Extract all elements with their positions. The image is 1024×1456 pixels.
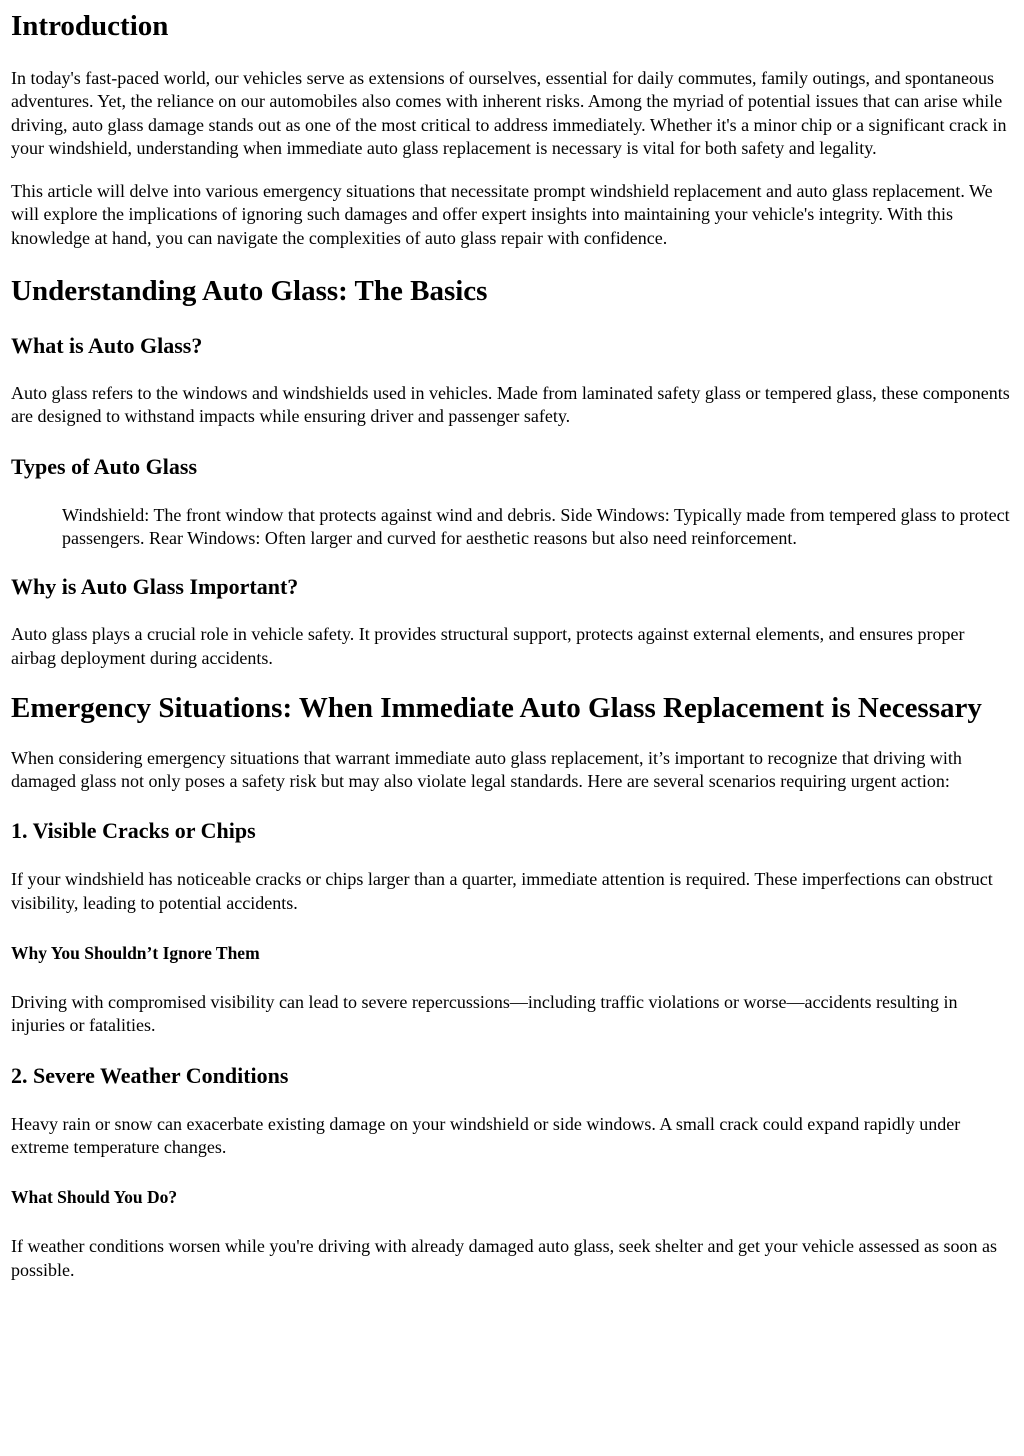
types-of-auto-glass-text: Windshield: The front window that protects against wind and debris. Side Windows: Typically made from tempered glass to protect passengers. Rear Windows: Often larger and curved for aesthetic reasons but also need reinforcement. — [62, 504, 1010, 548]
subheading-visible-cracks: 1. Visible Cracks or Chips — [11, 818, 256, 844]
article — [0, 10, 1024, 1282]
intro-paragraph-2: This article will delve into various emergency situations that necessitate prompt windshield replacement and auto glass replacement. We will explore the implications of ignoring such damages and offer expert insights into maintaining your vehicle's integrity. With this knowledge at hand, you can navigate the complexities of auto glass repair with confidence. — [11, 181, 993, 248]
what-should-you-do-text: If weather conditions worsen while you're driving with already damaged auto glass, seek shelter and get your vehicle assessed as soon as possible. — [11, 1236, 997, 1280]
what-is-auto-glass-text: Auto glass refers to the windows and windshields used in vehicles. Made from laminated safety glass or tempered glass, these components are designed to withstand impacts while ensuring driver and passenger safety. — [11, 383, 1010, 427]
visible-cracks-text: If your windshield has noticeable cracks or chips larger than a quarter, immediate attention is required. These imperfections can obstruct visibility, leading to potential accidents. — [11, 869, 993, 913]
intro-paragraph-1: In today's fast-paced world, our vehicles serve as extensions of ourselves, essential for daily commutes, family outings, and spontaneous adventures. Yet, the reliance on our automobiles also comes with inherent risks. Among the myriad of potential issues that can arise while driving, auto glass damage stands out as one of the most critical to address immediately. Whether it's a minor chip or a significant crack in your windshield, understanding when immediate auto glass replacement is necessary is vital for both safety and legality. — [11, 68, 1007, 158]
subheading-types-of-auto-glass: Types of Auto Glass — [11, 453, 198, 479]
section-heading-emergency: Emergency Situations: When Immediate Auto Glass Replacement is Necessary — [11, 691, 982, 724]
subheading-what-is-auto-glass: What is Auto Glass? — [11, 333, 203, 359]
severe-weather-text: Heavy rain or snow can exacerbate existing damage on your windshield or side windows. A small crack could expand rapidly under extreme temperature changes. — [11, 1113, 961, 1157]
section-heading-introduction: Introduction — [11, 10, 169, 42]
why-important-text: Auto glass plays a crucial role in vehicle safety. It provides structural support, protects against external elements, and ensures proper airbag deployment during accidents. — [11, 624, 965, 668]
subheading-what-should-you-do: What Should You Do? — [11, 1187, 178, 1208]
emergency-intro-text: When considering emergency situations that warrant immediate auto glass replacement, it’s important to recognize that driving with damaged glass not only poses a safety risk but may also violate legal standards. Here are several scenarios requiring urgent action: — [11, 747, 962, 792]
subheading-why-not-ignore: Why You Shouldn’t Ignore Them — [11, 943, 260, 964]
subheading-why-important: Why is Auto Glass Important? — [11, 574, 299, 600]
section-heading-basics: Understanding Auto Glass: The Basics — [11, 275, 488, 308]
subheading-severe-weather: 2. Severe Weather Conditions — [11, 1062, 289, 1088]
why-not-ignore-text: Driving with compromised visibility can lead to severe repercussions—including traffic violations or worse—accidents resulting in injuries or fatalities. — [11, 992, 958, 1036]
